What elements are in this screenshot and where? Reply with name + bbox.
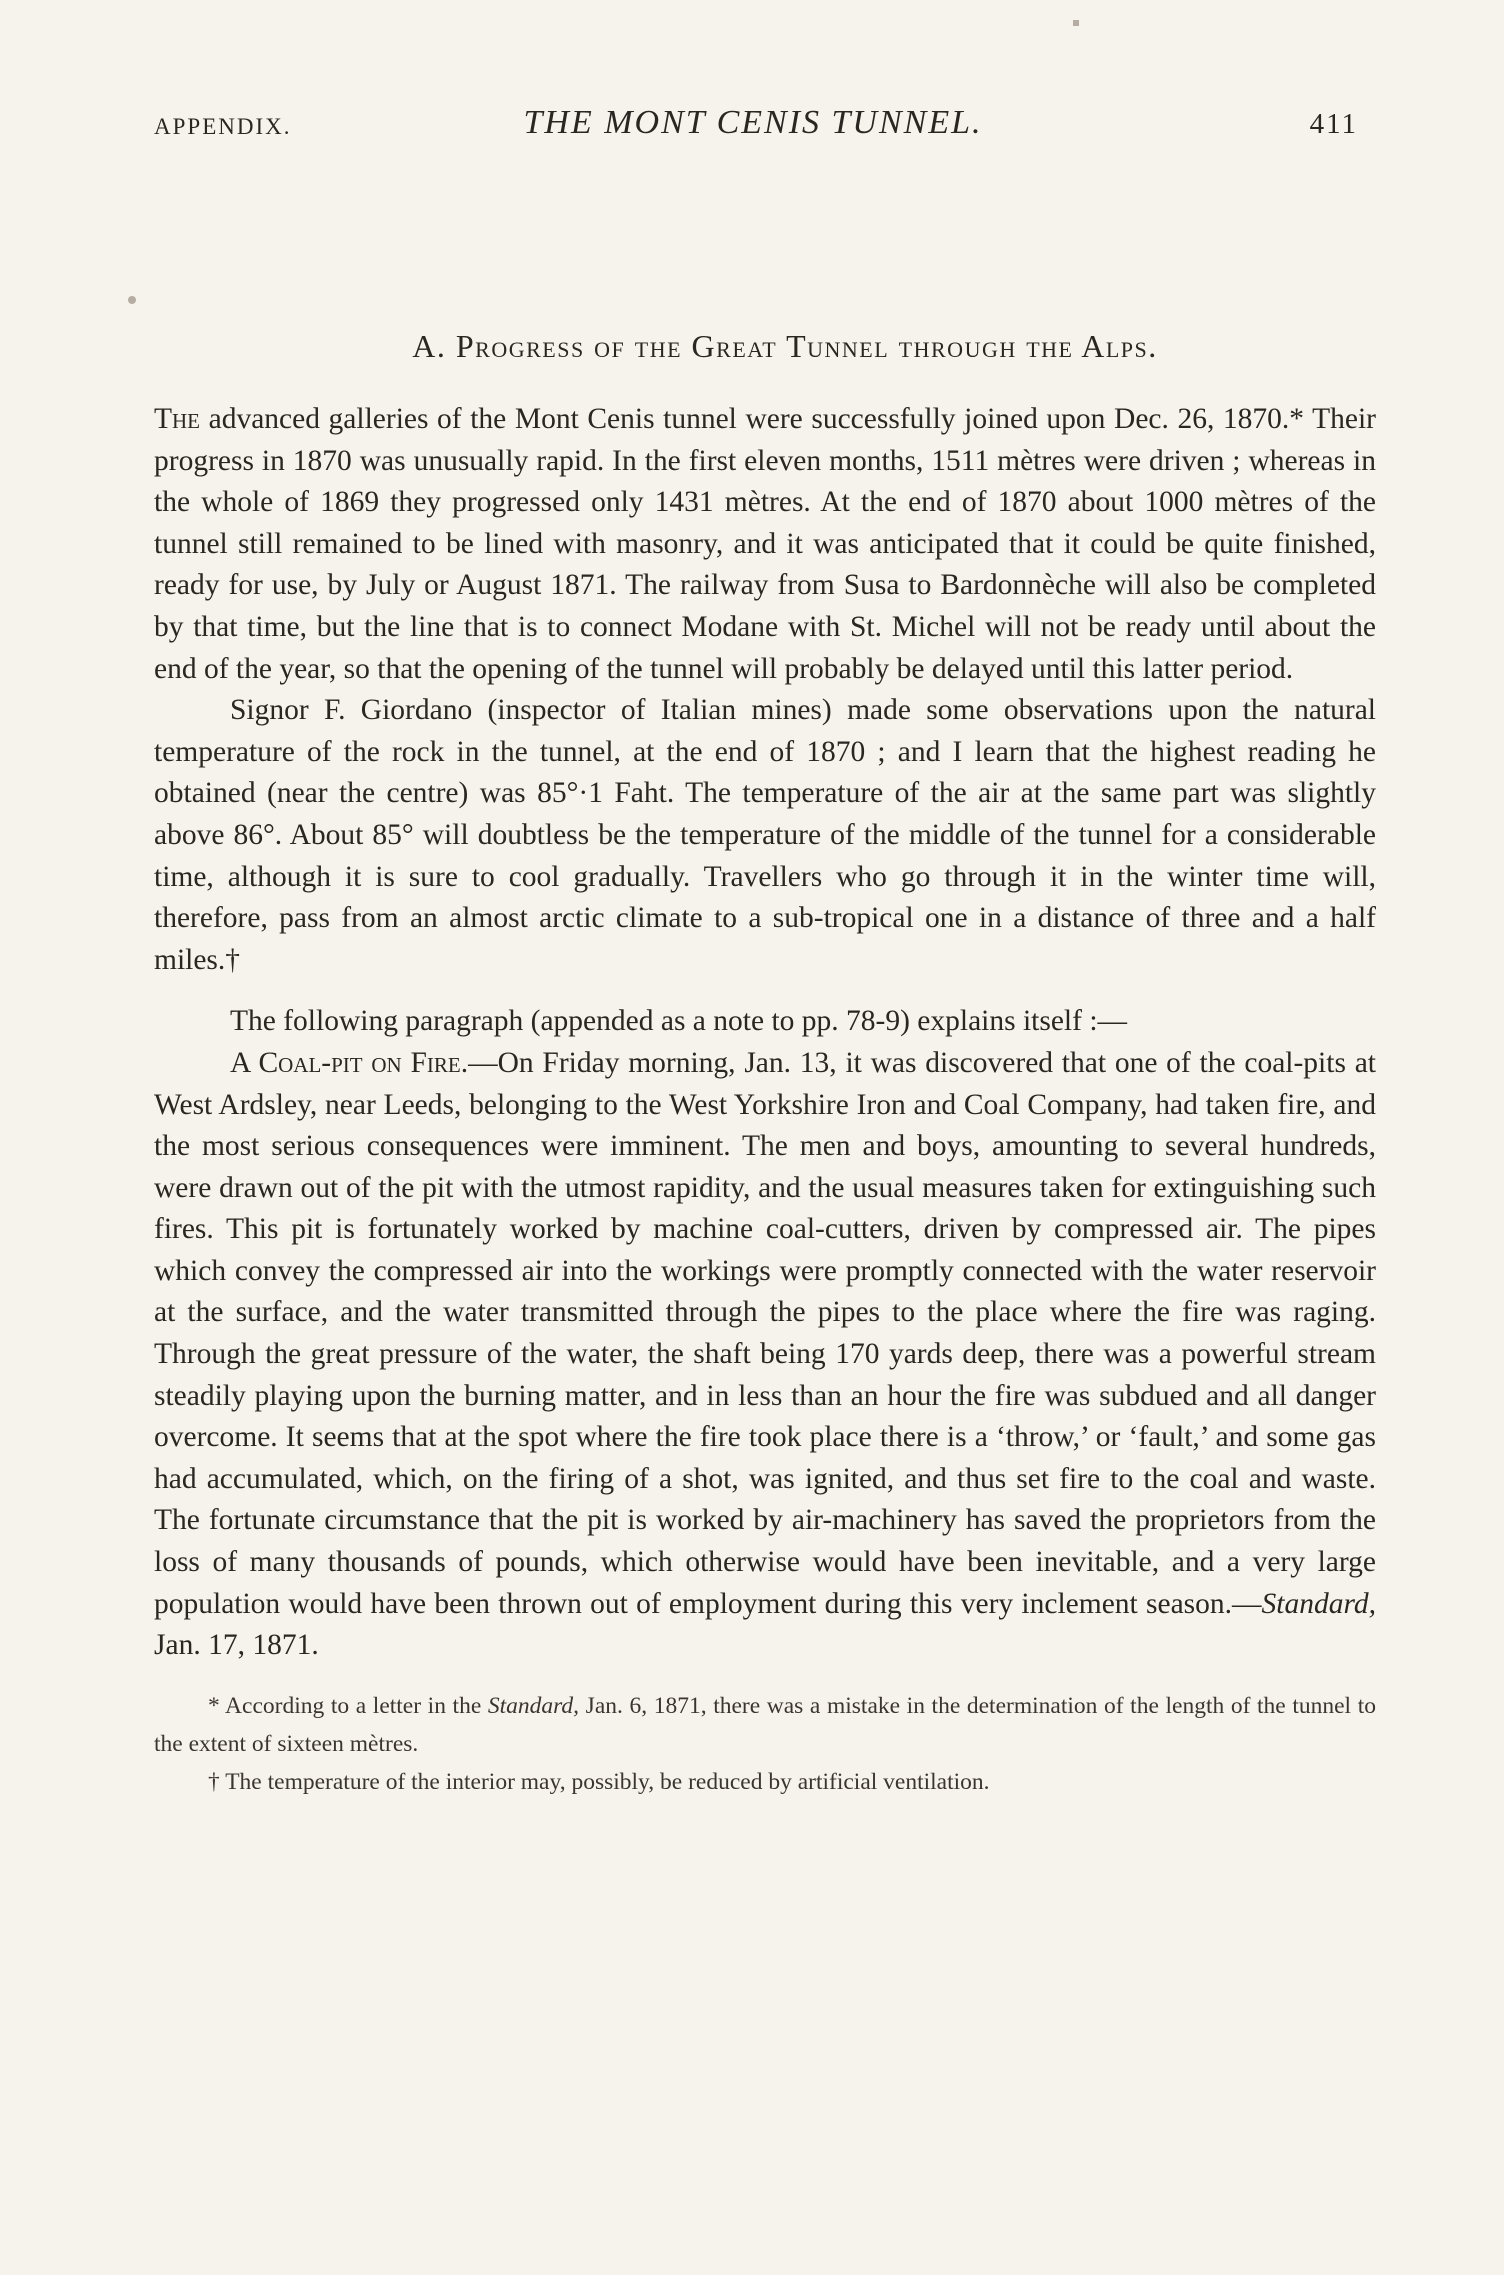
- paragraph-text: The following paragraph (appended as a note to pp. 78-9) explains itself :—: [230, 1005, 1128, 1038]
- paragraph-lead: A Coal-pit on Fire.: [230, 1046, 469, 1079]
- print-speck-margin: [128, 296, 136, 304]
- main-text: [154, 328, 1376, 1801]
- footnote-asterisk: [154, 1687, 1376, 1763]
- paragraph-note-intro: [154, 1001, 1376, 1043]
- paragraph-text: —On Friday morning, Jan. 13, it was discovered that one of the coal-pits at West Ardsley, near Leeds, belonging to the West Yorkshire Iron and Coal Company, had taken fire, and the most serious consequences were imminent. The men and boys, amounting to several hundreds, were drawn out of the pit with the utmost rapidity, and the usual measures taken for extinguishing such fires. This pit is fortunately worked by machine coal-cutters, driven by compressed air. The pipes which convey the compressed air into the workings were promptly connected with the water reservoir at the surface, and the water transmitted through the pipes to the place where the fire was raging. Through the great pressure of the water, the shaft being 170 yards deep, there was a powerful stream steadily playing upon the burning matter, and in less than an hour the fire was subdued and all danger overcome. It seems that at the spot where the fire took place there is a ‘throw,’ or ‘fault,’ and some gas had accumulated, which, on the firing of a shot, was ignited, and thus set fire to the coal and waste. The fortunate circumstance that the pit is worked by air-machinery has saved the proprietors from the loss of many thousands of pounds, which otherwise would have been inevitable, and a very large population would have been thrown out of employment during this very inclement season.: [154, 1046, 1376, 1620]
- page-number: 411: [1309, 108, 1358, 140]
- footnote-text: The temperature of the interior may, possibly, be reduced by artificial ventilation.: [219, 1768, 990, 1795]
- citation-date: Jan. 17, 1871.: [154, 1629, 319, 1662]
- footnote-text: According to a letter in the: [219, 1692, 488, 1719]
- footnote-marker: *: [208, 1692, 220, 1719]
- footnote-dagger: [154, 1763, 1376, 1801]
- footnote-source: Standard,: [487, 1692, 580, 1719]
- footnote-text: Jan. 6, 1871, there was a mistake in the determination of the length of the tunnel to the extent of sixteen mètres.: [154, 1692, 1376, 1757]
- paragraph-lead: The: [154, 403, 201, 435]
- paragraph-tunnel-progress: [154, 399, 1376, 690]
- paragraph-text: Signor F. Giordano (inspector of Italian mines) made some observations upon the natural temperature of the rock in the tunnel, at the end of 1870 ; and I learn that the highest reading he obtained (near the centre) was 85°·1 Faht. The temperature of the air at the same part was slightly above 86°. About 85° will doubtless be the temperature of the middle of the tunnel for a considerable time, although it is sure to cool gradually. Travellers who go through it in the winter time will, therefore, pass from an almost arctic climate to a sub-tropical one in a distance of three and a half miles.†: [154, 694, 1376, 976]
- section-heading: A. Progress of the Great Tunnel through the Alps.: [412, 328, 1158, 364]
- paragraph-temperature: [154, 690, 1376, 981]
- footnotes: [154, 1687, 1376, 1801]
- paragraph-text: advanced galleries of the Mont Cenis tunnel were successfully joined upon Dec. 26, 1870.* Their progress in 1870 was unusually rapid. In the first eleven months, 1511 mètres were driven ; whereas in the whole of 1869 they progressed only 1431 mètres. At the end of 1870 about 1000 mètres of the tunnel still remained to be lined with masonry, and it was anticipated that it could be quite finished, ready for use, by July or August 1871. The railway from Susa to Bardonnèche will also be completed by that time, but the line that is to connect Modane with St. Michel will not be ready until about the end of the year, so that the opening of the tunnel will probably be delayed until this latter period.: [154, 403, 1376, 685]
- running-header: [148, 104, 1358, 148]
- footnote-marker: †: [208, 1768, 220, 1795]
- print-speck-top: [1073, 20, 1079, 26]
- paragraph-coal-pit: [154, 1043, 1376, 1667]
- citation-source: Standard,: [1261, 1587, 1376, 1620]
- citation-dash: —: [1232, 1587, 1262, 1620]
- header-running-title: THE MONT CENIS TUNNEL.: [523, 104, 983, 141]
- header-appendix-label: APPENDIX.: [154, 114, 292, 139]
